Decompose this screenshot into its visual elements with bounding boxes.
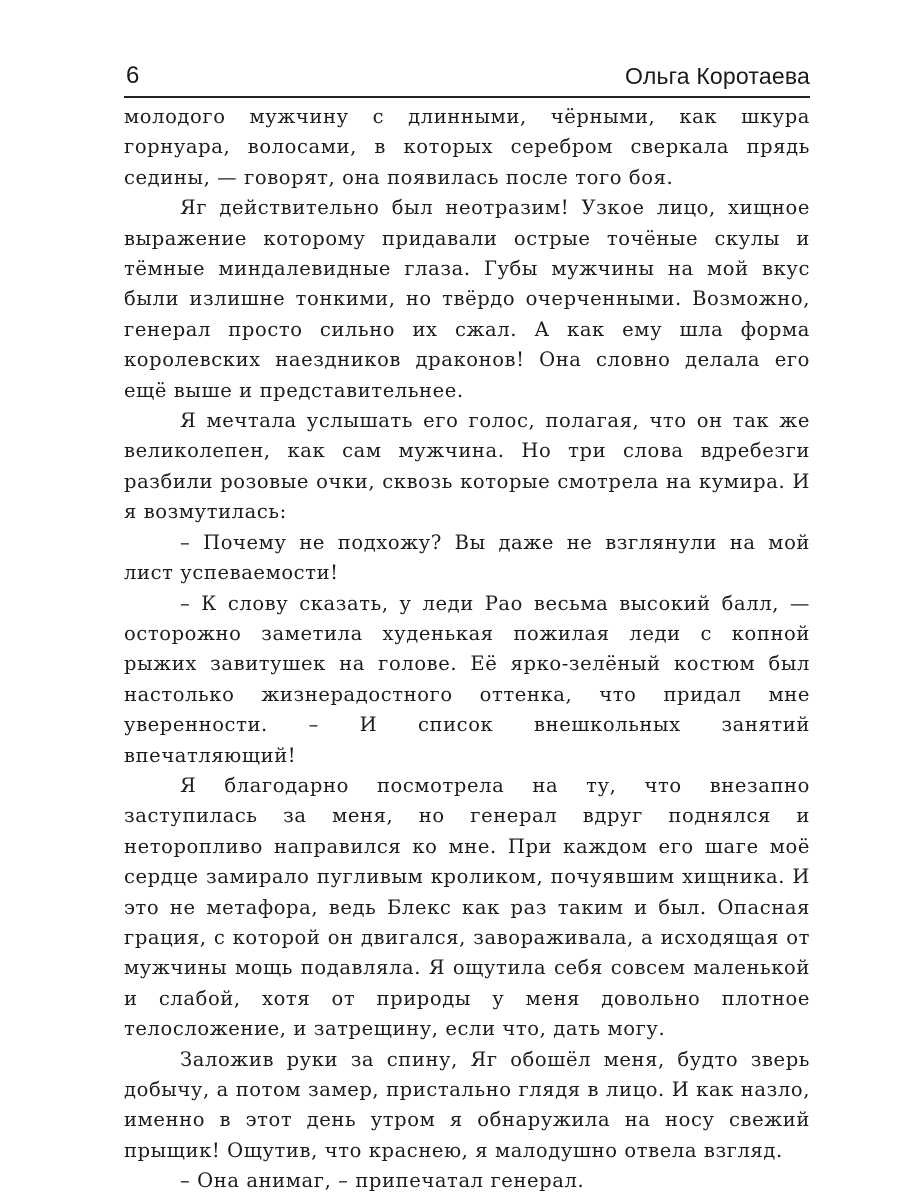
paragraph: молодого мужчину с длинными, чёрными, как шкура горнуара, волосами, в которых серебром сверкала прядь седины, — говорят, она появилась после того боя.: [124, 105, 810, 189]
paragraph: – Она анимаг, – припечатал генерал.: [180, 1169, 585, 1193]
paragraph: Заложив руки за спину, Яг обошёл меня, будто зверь добычу, а потом замер, пристально глядя в лицо. И как назло, именно в этот день утром я обнаружила на носу свежий прыщик! Ощутив, что краснею, я малодушно отвела взгляд.: [124, 1047, 810, 1162]
page-header: [124, 56, 810, 98]
page-number: 6: [126, 62, 140, 89]
paragraph: – К слову сказать, у леди Рао весьма высокий балл, — осторожно заметила худенькая пожилая леди с копной рыжих завитушек на голове. Её ярко-зелёный костюм был настолько жизнерадостного оттенка, что придал мне уверенности. – И список внешкольных занятий впечатляющий!: [124, 591, 810, 767]
running-title-author: Ольга Коротаева: [625, 63, 810, 89]
body-text: [124, 102, 810, 1197]
paragraph: – Почему не подхожу? Вы даже не взглянули на мой лист успеваемости!: [124, 530, 810, 585]
paragraph: Я мечтала услышать его голос, полагая, что он так же великолепен, как сам мужчина. Но три слова вдребезги разбили розовые очки, сквозь которые смотрела на кумира. И я возмутилась:: [124, 409, 810, 524]
paragraph: Я благодарно посмотрела на ту, что внезапно заступилась за меня, но генерал вдруг поднялся и неторопливо направился ко мне. При каждом его шаге моё сердце замирало пугливым кроликом, почуявшим хищника. И это не метафора, ведь Блекс как раз таким и был. Опасная грация, с которой он двигался, завораживала, а исходящая от мужчины мощь подавляла. Я ощутила себя совсем маленькой и слабой, хотя от природы у меня довольно плотное телосложение, и затрещину, если что, дать могу.: [124, 773, 810, 1041]
paragraph: Яг действительно был неотразим! Узкое лицо, хищное выражение которому придавали острые точёные скулы и тёмные миндалевидные глаза. Губы мужчины на мой вкус были излишне тонкими, но твёрдо очерченными. Возможно, генерал просто сильно их сжал. А как ему шла форма королевских наездников драконов! Она словно делала его ещё выше и представительнее.: [124, 196, 810, 402]
